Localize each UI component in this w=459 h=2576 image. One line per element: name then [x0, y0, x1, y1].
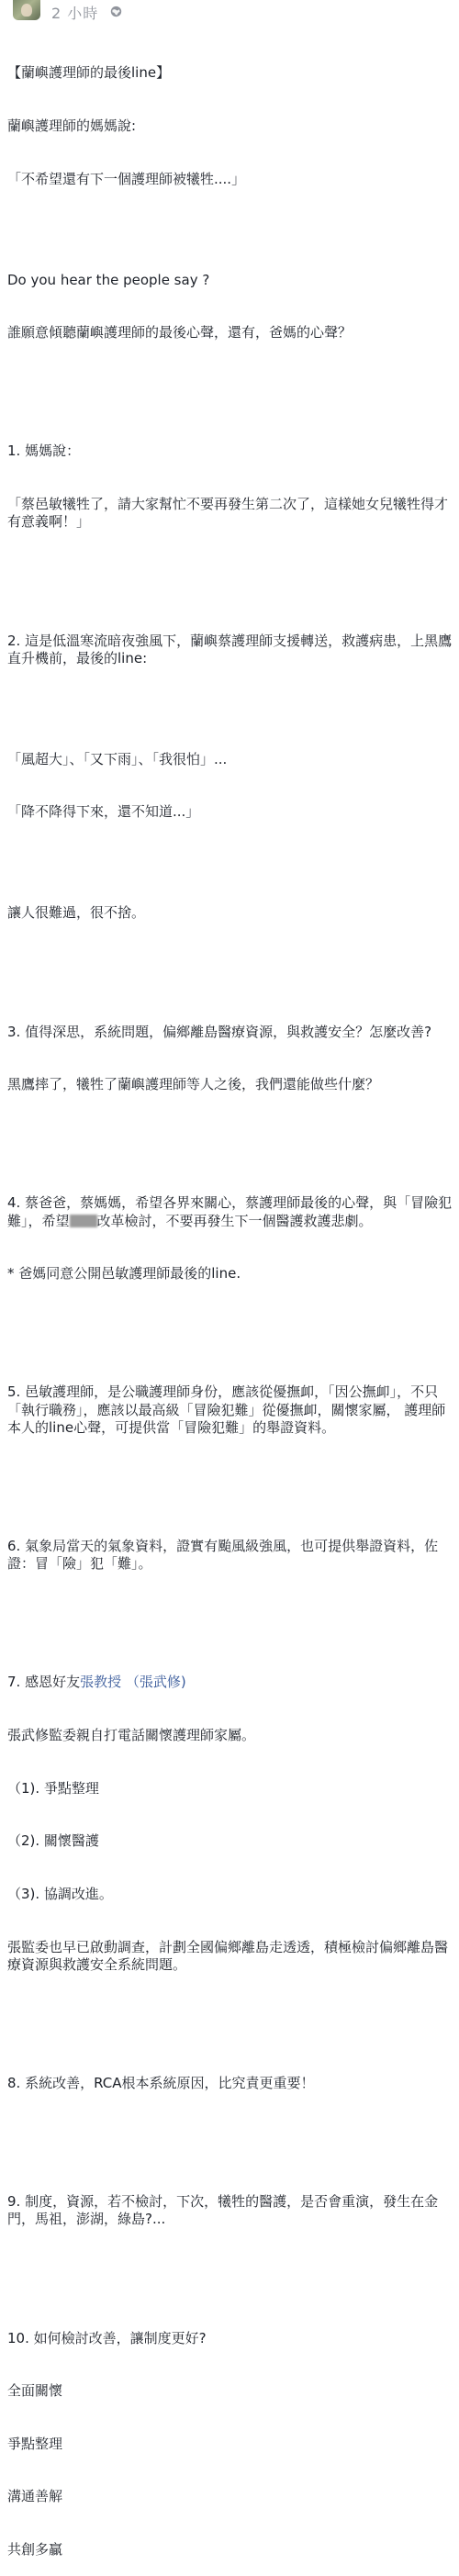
text-line: 蘭嶼護理師的媽媽說:: [7, 118, 137, 135]
globe-icon[interactable]: [110, 6, 122, 17]
point-10-heading: 10. 如何檢討改善，讓制度更好?: [7, 2329, 207, 2346]
point-7-heading: 7. 感恩好友張教授 （張武修): [7, 1674, 186, 1691]
list-item: （1). 爭點整理: [7, 1779, 99, 1797]
mention-link[interactable]: 張教授 （張武修): [80, 1674, 186, 1691]
text-line: 「風超大」、「又下雨」、「我很怕」...: [7, 750, 228, 767]
point-9-body: 9. 制度，資源，若不檢討，下次，犧牲的醫護，是否會重演，發生在金門，馬祖，澎湖，綠島?...: [7, 2193, 439, 2228]
list-item: 爭點整理: [7, 2435, 63, 2452]
text-line: 張武修監委親自打電話關懷護理師家屬。: [7, 1727, 256, 1744]
point-2-body: 2. 這是低溫寒流暗夜強風下，蘭嶼蔡護理師支援轉送，救護病患，上黑鷹直升機前，最後的line:: [7, 632, 453, 666]
point-8-body: 8. 系統改善，RCA根本系統原因，比究責更重要！: [7, 2074, 315, 2091]
point-3-line-2: 黑鷹摔了，犧牲了蘭嶼護理師等人之後，我們還能做些什麼？: [7, 1076, 380, 1093]
point-1-body: 「蔡邑敏犧牲了，請大家幫忙不要再發生第二次了，這樣她女兒犧牲得才有意義啊！」: [7, 496, 449, 531]
point-3-line-1: 3. 值得深思，系統問題，偏鄉離島醫療資源，與救護安全？怎麼改善?: [7, 1023, 432, 1040]
text-line: 張監委也早已啟動調查，計劃全國偏鄉離島走透透，積極檢討偏鄉離島醫療資源與救護安全系統問題。: [7, 1938, 449, 1973]
text-line: 讓人很難過，很不捨。: [7, 904, 146, 922]
list-item: 共創多贏: [7, 2541, 63, 2559]
text-line: 誰願意傾聽蘭嶼護理師的最後心聲，還有，爸媽的心聲？: [7, 324, 353, 342]
list-item: （3). 協調改進。: [7, 1885, 113, 1902]
list-item: 溝通善解: [7, 2488, 63, 2505]
list-item: 全面關懷: [7, 2382, 63, 2400]
list-item: （2). 關懷醫護: [7, 1832, 99, 1850]
text-line: 「降不降得下來，還不知道...」: [7, 803, 200, 821]
point-1-heading: 1. 媽媽說：: [7, 442, 81, 460]
redacted-block: [70, 1215, 97, 1227]
post-header: [0, 0, 459, 28]
avatar[interactable]: [13, 0, 40, 20]
point-5-body: 5. 邑敏護理師，是公職護理師身份，應該從優撫卹，「因公撫卹」，不只「執行職務」，應該以最高級「冒險犯難」從優撫卹，關懷家屬， 護理師本人的line心聲，可提供當「冒險犯難」的舉證資料。: [7, 1383, 446, 1436]
point-4-note: * 爸媽同意公開邑敏護理師最後的line.: [7, 1265, 241, 1282]
post-timestamp[interactable]: 2 小時: [51, 5, 99, 22]
text-line: Do you hear the people say ?: [7, 271, 210, 288]
post-title: 【蘭嶼護理師的最後line】: [7, 64, 171, 82]
point-4-body: 4. 蔡爸爸，蔡媽媽，希望各界來關心，蔡護理師最後的心聲，與「冒險犯難」，希望 改革檢討，不要再發生下一個醫護救護悲劇。: [7, 1194, 453, 1229]
text-line: 「不希望還有下一個護理師被犧牲....」: [7, 170, 246, 187]
post-body: [7, 29, 455, 2576]
point-6-body: 6. 氣象局當天的氣象資料，證實有颱風級強風，也可提供舉證資料，佐證：冒「險」犯「難」。: [7, 1538, 439, 1573]
